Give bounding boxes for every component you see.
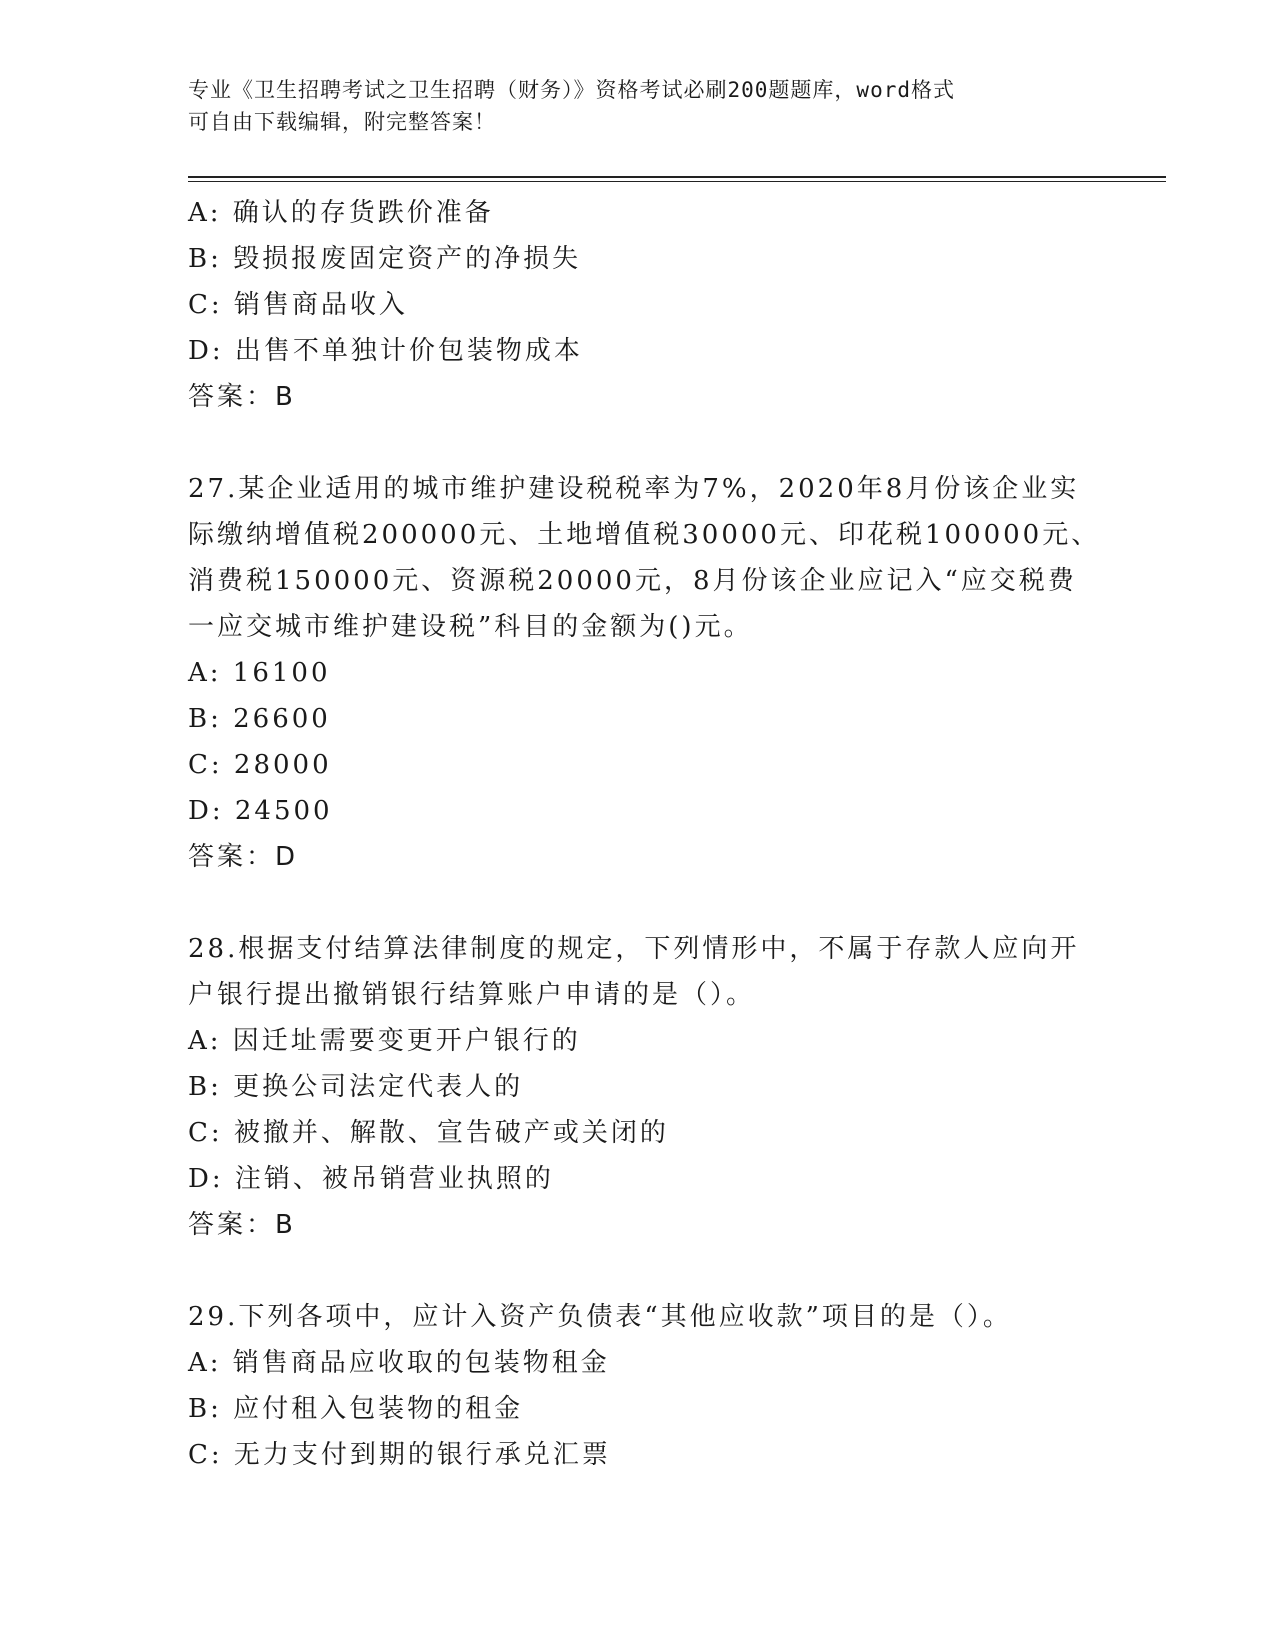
question-29 <box>188 1294 1088 1478</box>
header-line-2: 可自由下载编辑，附完整答案！ <box>188 110 496 134</box>
question-text-line: 一应交城市维护建设税”科目的金额为()元。 <box>188 612 753 642</box>
option-b: B: 更换公司法定代表人的 <box>188 1072 524 1102</box>
question-27 <box>188 466 1101 880</box>
option-a: A: 确认的存货跌价准备 <box>188 198 494 228</box>
document-header <box>188 74 1068 138</box>
option-c: C: 无力支付到期的银行承兑汇票 <box>188 1440 611 1470</box>
question-text-line: 际缴纳增值税200000元、土地增值税30000元、印花税100000元、 <box>188 520 1101 550</box>
spacer <box>188 880 1088 926</box>
option-d: D: 出售不单独计价包装物成本 <box>188 336 583 366</box>
question-26 <box>188 190 1088 420</box>
answer: 答案：B <box>188 382 296 412</box>
option-b: B: 26600 <box>188 704 331 734</box>
question-content <box>188 190 1101 1478</box>
answer: 答案：B <box>188 1210 296 1240</box>
option-a: A: 因迁址需要变更开户银行的 <box>188 1026 581 1056</box>
question-text-line: 28.根据支付结算法律制度的规定，下列情形中，不属于存款人应向开 <box>188 934 1080 964</box>
header-rule-thick <box>188 176 1166 178</box>
option-c: C: 被撤并、解散、宣告破产或关闭的 <box>188 1118 669 1148</box>
option-b: B: 应付租入包装物的租金 <box>188 1394 524 1424</box>
option-d: D: 注销、被吊销营业执照的 <box>188 1164 554 1194</box>
question-text-line: 27.某企业适用的城市维护建设税税率为7%，2020年8月份该企业实 <box>188 474 1080 504</box>
spacer <box>188 1248 1088 1294</box>
option-c: C: 销售商品收入 <box>188 290 408 320</box>
option-a: A: 销售商品应收取的包装物租金 <box>188 1348 610 1378</box>
question-text-line: 29.下列各项中，应计入资产负债表“其他应收款”项目的是（）。 <box>188 1302 1012 1332</box>
header-line-1: 专业《卫生招聘考试之卫生招聘（财务）》资格考试必刷200题题库，word格式 <box>188 78 955 102</box>
option-b: B: 毁损报废固定资产的净损失 <box>188 244 582 274</box>
answer: 答案：D <box>188 842 299 872</box>
option-d: D: 24500 <box>188 796 333 826</box>
spacer <box>188 420 1088 466</box>
option-c: C: 28000 <box>188 750 332 780</box>
question-text-line: 消费税150000元、资源税20000元，8月份该企业应记入“应交税费 <box>188 566 1077 596</box>
question-28 <box>188 926 1088 1248</box>
question-text-line: 户银行提出撤销银行结算账户申请的是（）。 <box>188 980 756 1010</box>
header-rule-thin <box>188 181 1166 182</box>
option-a: A: 16100 <box>188 658 331 688</box>
